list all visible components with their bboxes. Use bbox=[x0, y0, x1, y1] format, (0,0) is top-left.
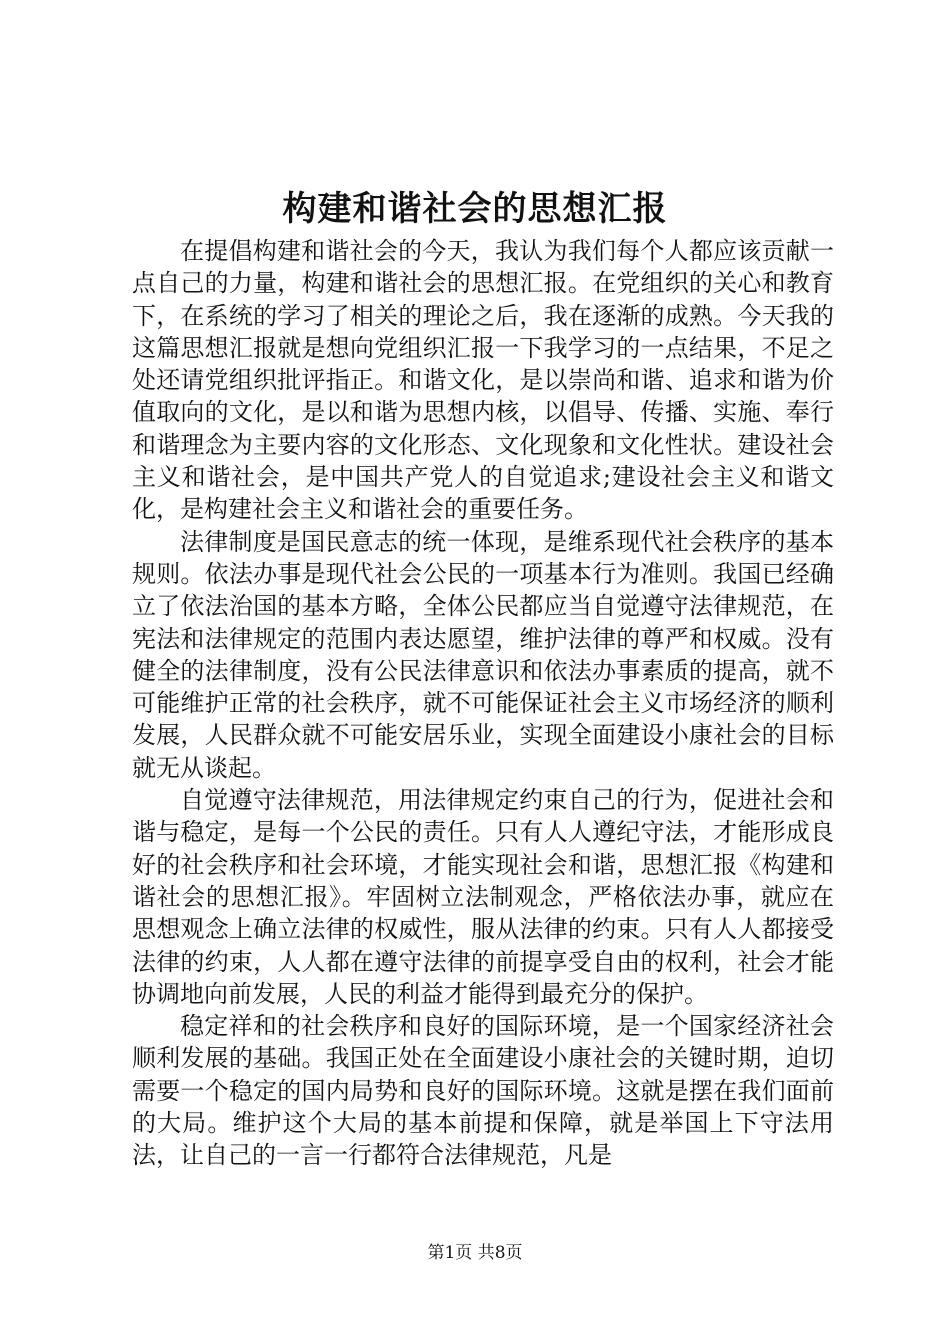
paragraph-4: 稳定祥和的社会秩序和良好的国际环境，是一个国家经济社会顺利发展的基础。我国正处在全面建设小康社会的关键时期，迫切需要一个稳定的国内局势和良好的国际环境。这就是摆在我们面前的大局。维护这个大局的基本前提和保障，就是举国上下守法用法，让自己的一言一行都符合法律规范，凡是 bbox=[132, 1012, 834, 1170]
paragraph-1: 在提倡构建和谐社会的今天，我认为我们每个人都应该贡献一点自己的力量，构建和谐社会的思想汇报。在党组织的关心和教育下，在系统的学习了相关的理论之后，我在逐渐的成熟。今天我的这篇思想汇报就是想向党组织汇报一下我学习的一点结果，不足之处还请党组织批评指正。和谐文化，是以崇尚和谐、追求和谐为价值取向的文化，是以和谐为思想内核，以倡导、传播、实施、奉行和谐理念为主要内容的文化形态、文化现象和文化性状。建设社会主义和谐社会，是中国共产党人的自觉追求;建设社会主义和谐文化，是构建社会主义和谐社会的重要任务。 bbox=[132, 237, 834, 524]
paragraph-3: 自觉遵守法律规范，用法律规定约束自己的行为，促进社会和谐与稳定，是每一个公民的责任。只有人人遵纪守法，才能形成良好的社会秩序和社会环境，才能实现社会和谐，思想汇报《构建和谐社会的思想汇报》。牢固树立法制观念，严格依法办事，就应在思想观念上确立法律的权威性，服从法律的约束。只有人人都接受法律的约束，人人都在遵守法律的前提享受自由的权利，社会才能协调地向前发展，人民的利益才能得到最充分的保护。 bbox=[132, 786, 834, 1008]
paragraph-2: 法律制度是国民意志的统一体现，是维系现代社会秩序的基本规则。依法办事是现代社会公民的一项基本行为准则。我国已经确立了依法治国的基本方略，全体公民都应当自觉遵守法律规范，在宪法和法律规定的范围内表达愿望，维护法律的尊严和权威。没有健全的法律制度，没有公民法律意识和依法办事素质的提高，就不可能维护正常的社会秩序，就不可能保证社会主义市场经济的顺利发展，人民群众就不可能安居乐业，实现全面建设小康社会的目标就无从谈起。 bbox=[132, 527, 834, 782]
document-title: 构建和谐社会的思想汇报 bbox=[282, 189, 668, 229]
page-number-footer: 第1页 共8页 bbox=[427, 1243, 523, 1263]
document-body bbox=[132, 235, 834, 1172]
